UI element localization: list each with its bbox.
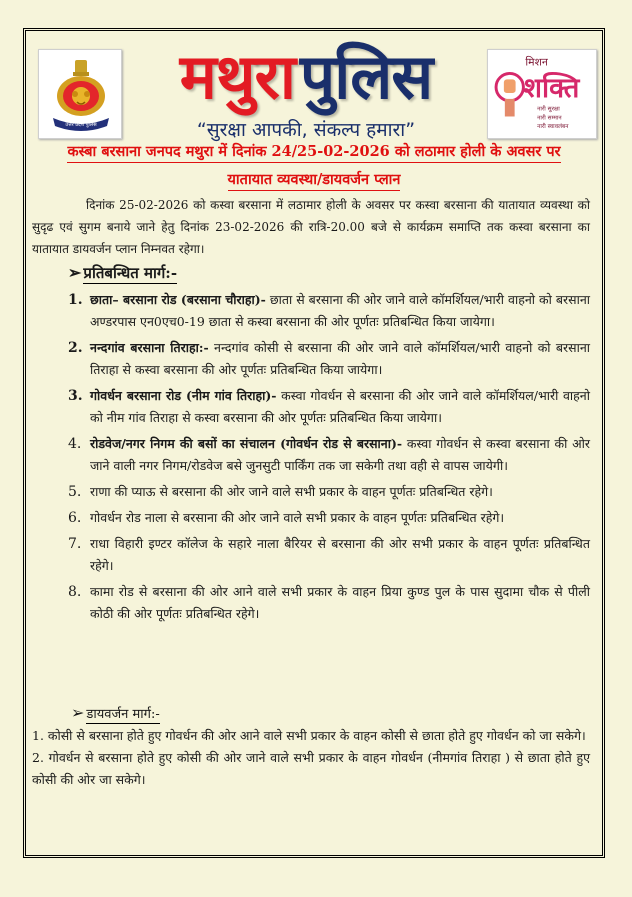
list-item: 2. गोवर्धन से बरसाना होते हुए कोसी की ओर जाने वाले सभी प्रकार के वाहन गोवर्धन (नीमगांव तिराहा ) से छाता होते हुए कोसी की ओर जा सकेगे। <box>32 750 590 787</box>
list-item: 8. कामा रोड से बरसाना की ओर आने वाले सभी प्रकार के वाहन प्रिया कुण्ड पुल के पास सुदामा चौक से पीली कोठी की ओर पूर्णतः प्रतिबन्धित रहेगे। <box>68 584 590 621</box>
svg-text:मिशन: मिशन <box>525 55 548 69</box>
svg-text:उत्तर प्रदेश पुलिस: उत्तर प्रदेश पुलिस <box>65 122 97 128</box>
masthead-city: मथुरा <box>179 40 295 113</box>
list-item: 1. छाता– बरसाना रोड (बरसाना चौराहा)- छाता से बरसाना की ओर जाने वाले कॉमर्शियल/भारी वाहनो को बरसाना अण्डरपास एन0एच0-19 छाता से कस्वा बरसाना की ओर पूर्णतः प्रतिबन्धित किया जायेगा। <box>68 292 591 329</box>
svg-text:शक्ति: शक्ति <box>523 72 580 104</box>
restricted-routes-heading: ➢ प्रतिबन्धित मार्ग:- <box>68 263 178 282</box>
list-item: 7. राधा विहारी इण्टर कॉलेज के सहारे नाला बैरियर से बरसाना की ओर सभी प्रकार के वाहन पूर्णतः प्रतिबन्धित रहेगे। <box>68 536 590 573</box>
svg-text:नारी स्वावलंबन: नारी स्वावलंबन <box>537 124 569 131</box>
list-item: 3. गोवर्धन बरसाना रोड (नीम गांव तिराहा)- कस्वा गोवर्धन से बरसाना की ओर जाने वाले कॉमर्शियल/भारी वाहनो को नीम गांव तिराहा से कस्वा बरसाना की ओर पूर्णतः प्रतिबन्धित किया जायेगा। <box>68 388 590 425</box>
svg-text:नारी सम्मान: नारी सम्मान <box>537 115 562 122</box>
document-body <box>25 30 603 856</box>
list-item: 2. नन्दगांव बरसाना तिराहा:- नन्दगांव कोसी से बरसाना की ओर जाने वाले कॉमर्शियल/भारी वाहनो को बरसाना तिराहा से कस्वा बरसाना की ओर पूर्णतः प्रतिबन्धित किया जायेगा। <box>68 340 591 377</box>
list-item: 4. रोडवेज/नगर निगम की बसों का संचालन (गोवर्धन रोड से बरसाना)- कस्वा गोवर्धन से कस्वा बरसाना की ओर जाने वाली नगर निगम/रोडवेज बसे जुनसुटी पार्किंग तक जा सकेगी तथा वही से वापस जायेगी। <box>68 436 590 473</box>
notice-title-line2: यातायात व्यवस्था/डायवर्जन प्लान <box>26 169 602 189</box>
restricted-routes-list <box>68 289 590 629</box>
diversion-routes-heading: ➢ डायवर्जन मार्ग:- <box>71 703 160 722</box>
list-item: 1. कोसी से बरसाना होते हुए गोवर्धन की ओर आने वाले सभी प्रकार के वाहन कोसी से छाता होते हुए गोवर्धन को जा सकेगे। <box>32 728 586 743</box>
arrow-bullet-icon: ➢ <box>68 263 82 282</box>
mission-shakti-logo <box>487 49 597 139</box>
masthead-police: पुलिस <box>299 40 433 113</box>
notice-title-line1: कस्बा बरसाना जनपद मथुरा में दिनांक 24/25-02-2026 को लठामार होली के अवसर पर <box>26 141 602 161</box>
arrow-bullet-icon: ➢ <box>71 703 85 722</box>
list-item: 6. गोवर्धन रोड नाला से बरसाना की ओर जाने वाले सभी प्रकार के वाहन पूर्णतः प्रतिबन्धित रहेगे। <box>68 510 505 526</box>
list-item: 5. राणा की प्याऊ से बरसाना की ओर जाने वाले सभी प्रकार के वाहन पूर्णतः प्रतिबन्धित रहेगे। <box>68 484 493 500</box>
intro-paragraph: दिनांक 25-02-2026 को कस्वा बरसाना में लठामार होली के अवसर पर कस्वा बरसाना की यातायात व्यवस्था को सुदृढ एवं सुगम बनाये जाने हेतु दिनांक 23-02-2026 की रात्रि-20.00 बजे से कार्यक्रम समाप्ति तक कस्वा बरसाना का यातायात डायवर्जन प्लान निम्नवत रहेगा। <box>32 198 590 256</box>
masthead <box>126 33 486 117</box>
police-emblem-icon <box>49 56 113 134</box>
mission-shakti-icon <box>488 50 596 138</box>
up-police-emblem-logo <box>38 49 122 139</box>
svg-text:नारी सुरक्षा: नारी सुरक्षा <box>537 106 560 113</box>
diversion-routes-list <box>32 725 590 791</box>
tagline: “सुरक्षा आपकी, संकल्प हमारा” <box>196 119 416 141</box>
document-border <box>23 28 605 858</box>
